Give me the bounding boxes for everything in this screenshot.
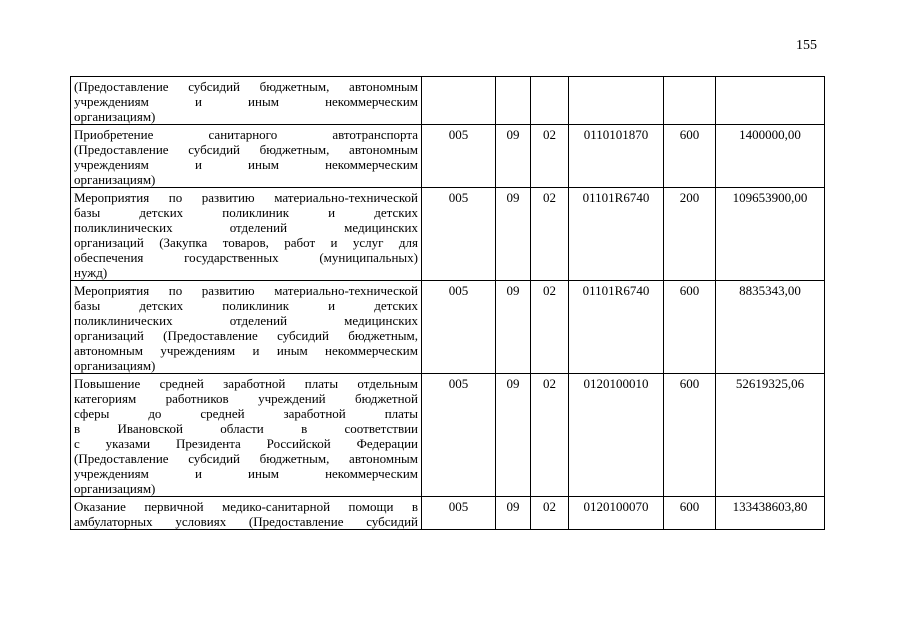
description-line: поликлинических отделений медицинских [74, 220, 418, 235]
target-article-cell: 0120100070 [569, 497, 664, 530]
description-line: организациям) [74, 172, 156, 187]
expense-type-cell: 600 [664, 125, 716, 188]
expense-type-cell: 600 [664, 497, 716, 530]
description-line: Мероприятия по развитию материально-технической [74, 283, 418, 298]
description-line: Повышение средней заработной платы отдельным [74, 376, 418, 391]
table-row [71, 125, 825, 188]
table-row [71, 281, 825, 374]
description-line: организаций (Закупка товаров, работ и услуг для [74, 235, 418, 250]
description-line: сферы до средней заработной платы [74, 406, 418, 421]
grbs-code-cell: 005 [422, 188, 496, 281]
description-line: организаций (Предоставление субсидий бюджетным, [74, 328, 418, 343]
table-row [71, 77, 825, 125]
table-row [71, 374, 825, 497]
subsection-code-cell: 02 [531, 281, 569, 374]
grbs-code-cell: 005 [422, 281, 496, 374]
table-row [71, 497, 825, 530]
expense-type-cell: 200 [664, 188, 716, 281]
amount-cell: 52619325,06 [716, 374, 825, 497]
description-line: в Ивановской области в соответствии [74, 421, 418, 436]
description-cell [71, 125, 422, 188]
description-line: нужд) [74, 265, 108, 280]
description-line: (Предоставление субсидий бюджетным, автономным [74, 142, 418, 157]
description-line: категориям работников учреждений бюджетной [74, 391, 418, 406]
grbs-code-cell: 005 [422, 125, 496, 188]
target-article-cell [569, 77, 664, 125]
section-code-cell: 09 [496, 374, 531, 497]
grbs-code-cell: 005 [422, 497, 496, 530]
expense-type-cell [664, 77, 716, 125]
description-line: базы детских поликлиник и детских [74, 298, 418, 313]
description-line: Оказание первичной медико-санитарной помощи в [74, 499, 418, 514]
description-cell [71, 77, 422, 125]
expense-type-cell: 600 [664, 374, 716, 497]
expense-type-cell: 600 [664, 281, 716, 374]
grbs-code-cell [422, 77, 496, 125]
subsection-code-cell: 02 [531, 188, 569, 281]
description-line: учреждениям и иным некоммерческим [74, 157, 418, 172]
description-line: обеспечения государственных (муниципальных) [74, 250, 418, 265]
description-cell [71, 281, 422, 374]
description-line: организациям) [74, 481, 156, 496]
description-line: Мероприятия по развитию материально-технической [74, 190, 418, 205]
target-article-cell: 01101R6740 [569, 188, 664, 281]
description-line: организациям) [74, 358, 156, 373]
description-line: учреждениям и иным некоммерческим [74, 466, 418, 481]
subsection-code-cell: 02 [531, 125, 569, 188]
target-article-cell: 01101R6740 [569, 281, 664, 374]
page-number: 155 [796, 38, 817, 53]
description-line: амбулаторных условиях (Предоставление субсидий [74, 514, 418, 529]
description-line: учреждениям и иным некоммерческим [74, 94, 418, 109]
section-code-cell: 09 [496, 497, 531, 530]
target-article-cell: 0110101870 [569, 125, 664, 188]
description-cell [71, 188, 422, 281]
description-line: автономным учреждениям и иным некоммерческим [74, 343, 418, 358]
description-line: базы детских поликлиник и детских [74, 205, 418, 220]
section-code-cell: 09 [496, 188, 531, 281]
description-cell [71, 374, 422, 497]
amount-cell: 109653900,00 [716, 188, 825, 281]
description-line: (Предоставление субсидий бюджетным, автономным [74, 79, 418, 94]
description-line: с указами Президента Российской Федерации [74, 436, 418, 451]
table-row [71, 188, 825, 281]
amount-cell: 133438603,80 [716, 497, 825, 530]
section-code-cell [496, 77, 531, 125]
amount-cell: 1400000,00 [716, 125, 825, 188]
section-code-cell: 09 [496, 125, 531, 188]
amount-cell: 8835343,00 [716, 281, 825, 374]
amount-cell [716, 77, 825, 125]
budget-table [70, 76, 825, 530]
description-line: Приобретение санитарного автотранспорта [74, 127, 418, 142]
budget-table-body [71, 77, 825, 530]
description-line: организациям) [74, 109, 156, 124]
description-line: (Предоставление субсидий бюджетным, автономным [74, 451, 418, 466]
description-line: поликлинических отделений медицинских [74, 313, 418, 328]
section-code-cell: 09 [496, 281, 531, 374]
description-cell [71, 497, 422, 530]
grbs-code-cell: 005 [422, 374, 496, 497]
subsection-code-cell: 02 [531, 497, 569, 530]
target-article-cell: 0120100010 [569, 374, 664, 497]
subsection-code-cell: 02 [531, 374, 569, 497]
subsection-code-cell [531, 77, 569, 125]
